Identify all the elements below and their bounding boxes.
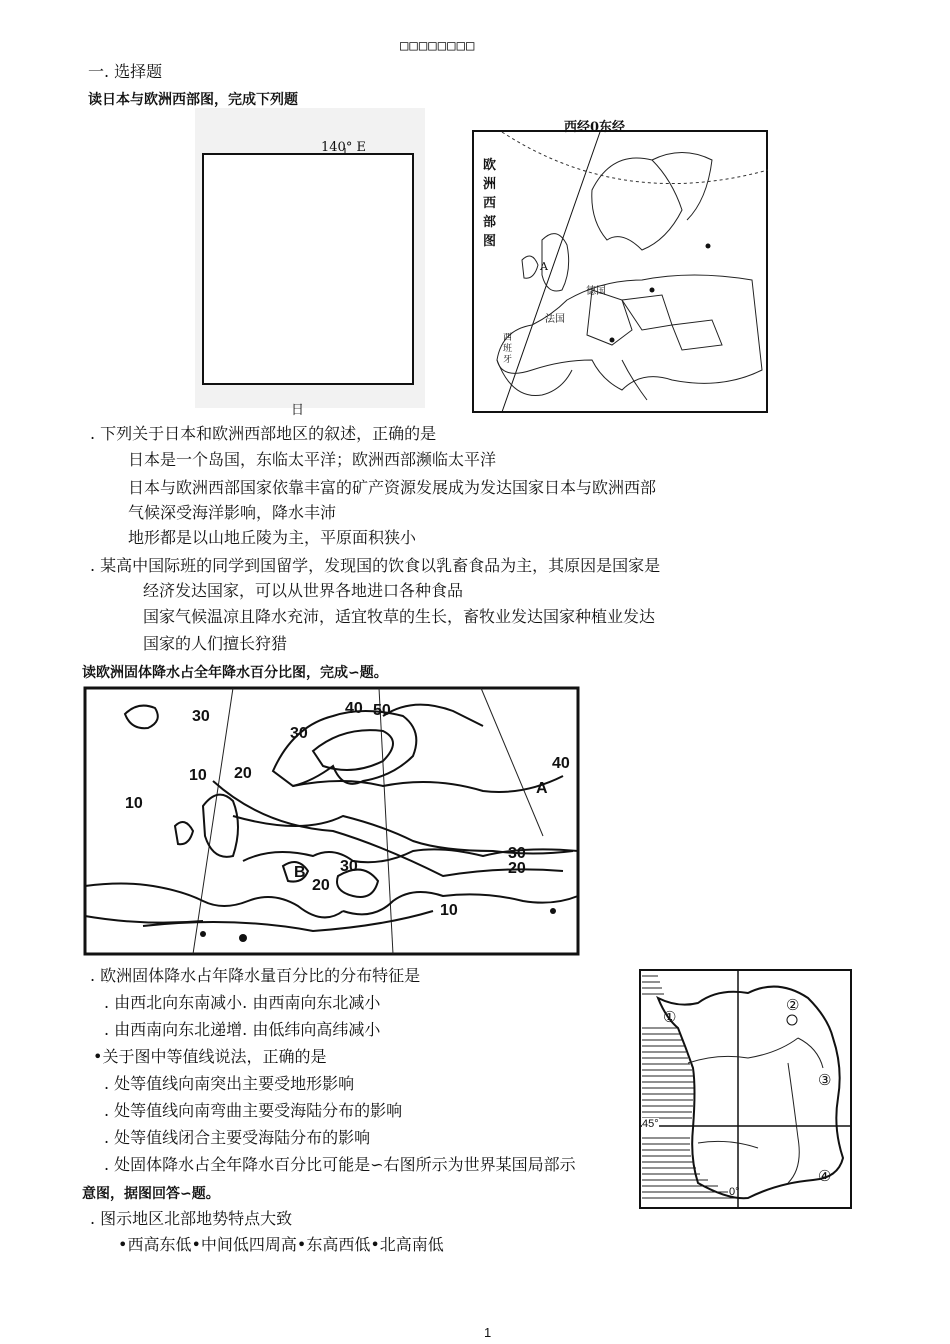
map-side-char: 欧 <box>483 158 497 173</box>
longitude-label: 140° E <box>321 140 366 155</box>
europe-precipitation-map <box>83 686 580 956</box>
map-side-char: 部 <box>483 215 497 230</box>
intro-text-2: 读欧洲固体降水占全年降水百分比图，完成∽题。 <box>82 665 388 681</box>
map-side-char: 西 <box>483 196 497 211</box>
question-3-options-cd: . 由西南向东北递增. 由低纬向高纬减小 <box>104 1020 381 1039</box>
isoline-label: 10 <box>440 902 458 919</box>
intro-text-3: 意图，据图回答∽题。 <box>82 1186 220 1202</box>
meridian-label: 西经0东经 <box>564 120 626 135</box>
map-label-germany: 德国 <box>586 286 606 297</box>
western-europe-map <box>472 130 768 413</box>
marker-3: ③ <box>818 1071 832 1089</box>
question-4-option-c: . 处等值线闭合主要受海陆分布的影响 <box>104 1128 371 1147</box>
isoline-label: 30 <box>340 858 358 875</box>
question-4-option-b: . 处等值线向南弯曲主要受海陆分布的影响 <box>104 1101 403 1120</box>
isoline-label: 40 <box>345 700 363 717</box>
question-5-options: •西高东低•中间低四周高•东高西低•北高南低 <box>118 1235 444 1254</box>
marker-2: ② <box>786 996 800 1014</box>
question-2-option-c: 国家的人们擅长狩猎 <box>143 634 288 653</box>
map-label-b: B <box>294 864 306 881</box>
question-5-stem: . 图示地区北部地势特点大致 <box>90 1209 293 1228</box>
isoline-label: 10 <box>125 795 143 812</box>
isoline-label: 30 <box>192 708 210 725</box>
map-label-spain <box>503 333 512 366</box>
map-side-char: 洲 <box>483 177 497 192</box>
isoline-label: 20 <box>508 860 526 877</box>
section-heading: 一. 选择题 <box>88 62 163 81</box>
map-label-a: A <box>536 780 548 797</box>
question-1-option-d: 地形都是以山地丘陵为主，平原面积狭小 <box>128 528 417 547</box>
map-side-char: 图 <box>483 234 497 249</box>
question-4-option-d: . 处固体降水占全年降水百分比可能是∽右图所示为世界某国局部示 <box>104 1155 576 1174</box>
question-1-option-c: 气候深受海洋影响，降水丰沛 <box>128 503 337 522</box>
question-1-option-a: 日本是一个岛国，东临太平洋；欧洲西部濒临太平洋 <box>128 450 497 469</box>
longitude-label: 0° <box>729 1186 740 1198</box>
map-side-title <box>483 156 497 251</box>
question-3-stem: . 欧洲固体降水占年降水量百分比的分布特征是 <box>90 966 421 985</box>
isoline-label: 20 <box>312 877 330 894</box>
isoline-label: 10 <box>189 767 207 784</box>
japan-map-caption: 日 <box>291 403 305 418</box>
question-3-options-ab: . 由西北向东南减小. 由西南向东北减小 <box>104 993 381 1012</box>
isoline-label: 30 <box>508 845 526 862</box>
question-1-stem: . 下列关于日本和欧洲西部地区的叙述，正确的是 <box>90 424 437 443</box>
map-label-spain-char: 班 <box>503 344 513 354</box>
question-4-option-a: . 处等值线向南突出主要受地形影响 <box>104 1074 355 1093</box>
page-number: 1 <box>484 1325 492 1340</box>
question-2-option-b: 国家气候温凉且降水充沛，适宜牧草的生长，畜牧业发达国家种植业发达 <box>143 607 656 626</box>
question-2-option-a: 经济发达国家，可以从世界各地进口各种食品 <box>143 581 464 600</box>
map-label-spain-char: 西 <box>503 333 513 343</box>
japan-map <box>195 108 425 418</box>
question-4-stem: •关于图中等值线说法，正确的是 <box>93 1047 327 1066</box>
isoline-label: 20 <box>234 765 252 782</box>
question-1-option-b: 日本与欧洲西部国家依靠丰富的矿产资源发展成为发达国家日本与欧洲西部 <box>128 478 657 497</box>
map-label-spain-char: 牙 <box>503 355 513 365</box>
map-label-france: 法国 <box>545 314 565 325</box>
intro-text: 读日本与欧洲西部图，完成下列题 <box>88 92 298 108</box>
document-title: □□□□□□□□ <box>400 38 476 54</box>
marker-4: ④ <box>818 1167 832 1185</box>
question-2-stem: . 某高中国际班的同学到国留学，发现国的饮食以乳畜食品为主，其原因是国家是 <box>90 556 661 575</box>
isoline-label: 30 <box>290 725 308 742</box>
isoline-label: 40 <box>552 755 570 772</box>
latitude-label: 45° <box>642 1118 659 1130</box>
marker-1: ① <box>663 1008 677 1026</box>
map-label-a: A <box>540 260 548 273</box>
isoline-label: 50 <box>373 702 391 719</box>
